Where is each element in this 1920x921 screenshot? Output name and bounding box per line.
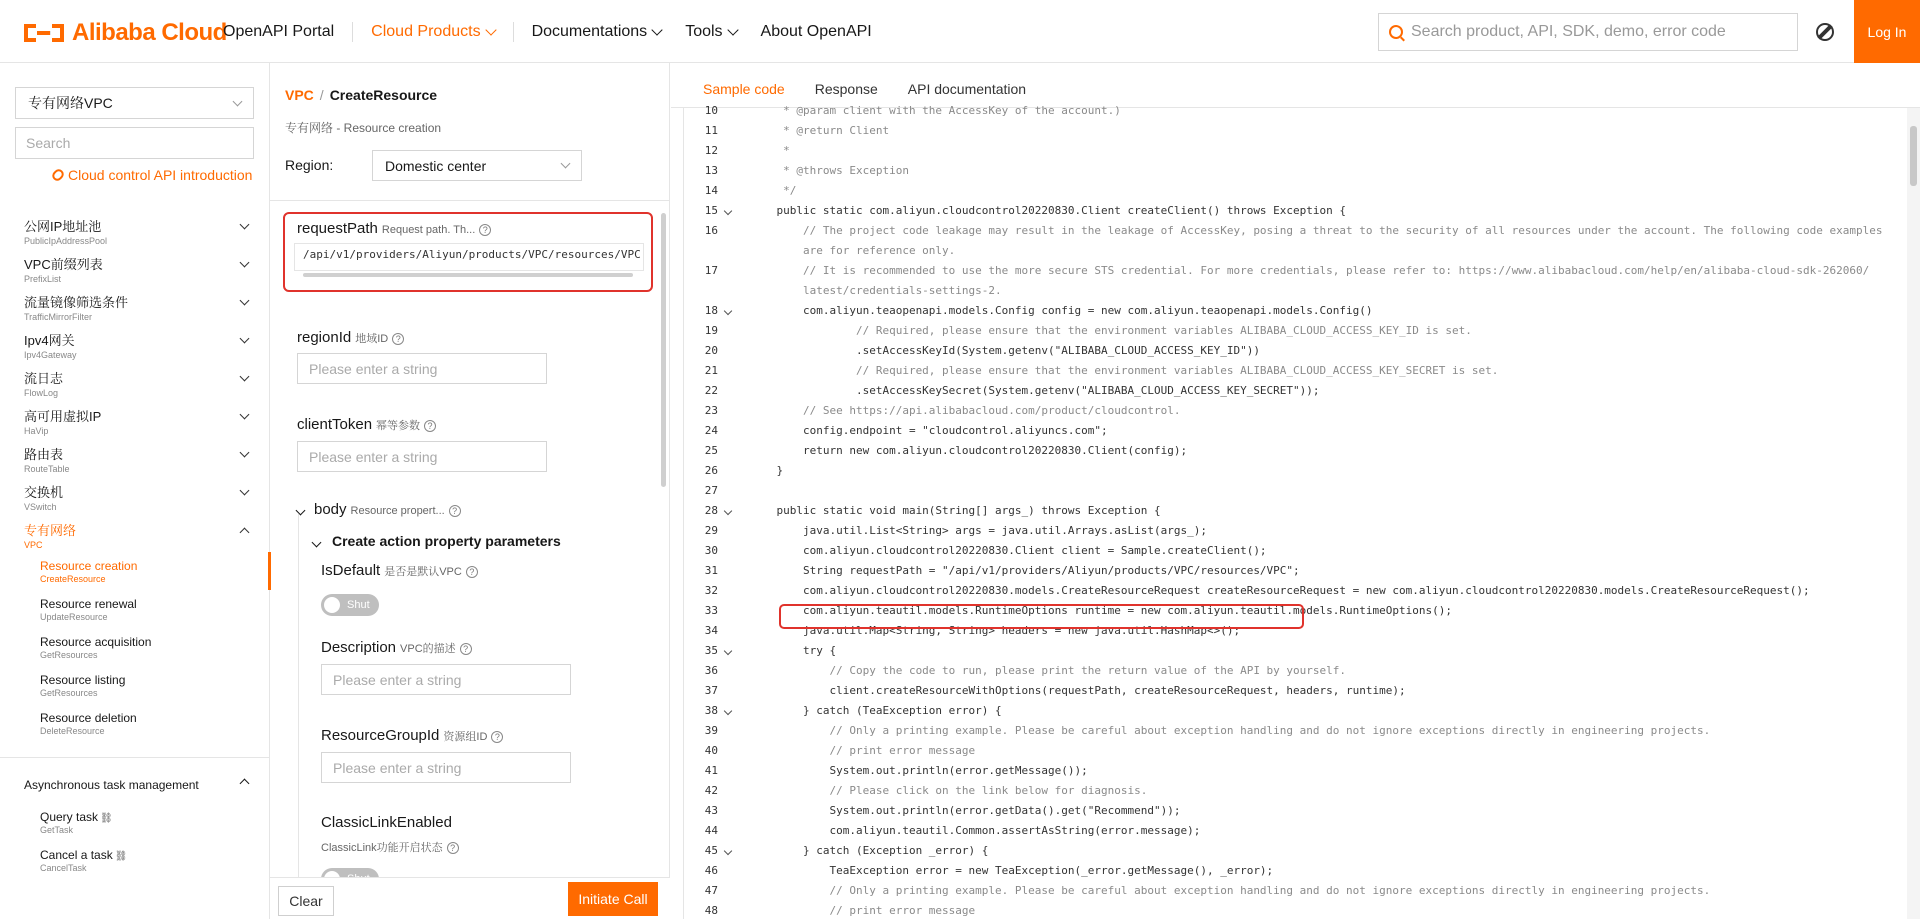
code-line bbox=[684, 521, 1908, 541]
code-line bbox=[684, 361, 1908, 381]
line-number: 37 bbox=[704, 684, 718, 697]
code-line bbox=[684, 481, 1908, 501]
chevron-down-icon bbox=[652, 24, 663, 35]
code-line bbox=[684, 561, 1908, 581]
parameter-form bbox=[270, 201, 670, 877]
line-number: 36 bbox=[704, 664, 718, 677]
line-number: 14 bbox=[704, 184, 718, 197]
external-link-icon: ⛓ bbox=[114, 851, 128, 862]
region-id-label: regionId 地域ID ? bbox=[297, 329, 404, 346]
line-number: 18 bbox=[704, 304, 718, 317]
code-line bbox=[684, 861, 1908, 881]
region-label: Region: bbox=[285, 157, 334, 173]
code-line bbox=[684, 881, 1908, 901]
form-scrollbar[interactable] bbox=[661, 213, 666, 487]
code-text: * @param client with the AccessKey of the account.) bbox=[750, 104, 1121, 117]
parameter-panel bbox=[270, 63, 670, 919]
description-label: Description VPC的描述 ? bbox=[321, 639, 472, 656]
line-number: 16 bbox=[704, 224, 718, 237]
code-text: * bbox=[750, 144, 790, 157]
nav-cloud-products[interactable]: Cloud Products bbox=[359, 23, 506, 41]
line-number: 40 bbox=[704, 744, 718, 757]
global-search bbox=[1378, 13, 1798, 51]
code-line bbox=[684, 701, 1908, 721]
client-token-input[interactable] bbox=[297, 441, 547, 472]
code-line bbox=[684, 141, 1908, 161]
line-number: 13 bbox=[704, 164, 718, 177]
line-number: 15 bbox=[704, 204, 718, 217]
api-item-get-resources[interactable]: Resource acquisition GetResources bbox=[40, 635, 152, 660]
code-line bbox=[684, 181, 1908, 201]
code-text: // Only a printing example. Please be careful about exception handling and do not ignore exceptions directly in engineering projects. bbox=[750, 724, 1711, 737]
code-line bbox=[684, 381, 1908, 401]
code-line bbox=[684, 901, 1908, 921]
api-item-list-resources[interactable]: Resource listing GetResources bbox=[40, 673, 126, 698]
code-line bbox=[684, 321, 1908, 341]
help-icon[interactable]: ? bbox=[460, 643, 472, 655]
help-icon[interactable]: ? bbox=[449, 505, 461, 517]
body-guide-line bbox=[298, 514, 299, 894]
category-vpc[interactable]: 专有网络 VPC bbox=[0, 517, 270, 555]
form-footer bbox=[270, 877, 670, 919]
line-number: 22 bbox=[704, 384, 718, 397]
theme-toggle-icon[interactable] bbox=[1816, 23, 1834, 41]
fold-chevron-icon[interactable] bbox=[724, 507, 732, 515]
line-number: 25 bbox=[704, 444, 718, 457]
code-text: client.createResourceWithOptions(requestPath, createResourceRequest, headers, runtime); bbox=[750, 684, 1406, 697]
code-text: String requestPath = "/api/v1/providers/Aliyun/products/VPC/resources/VPC"; bbox=[750, 564, 1300, 577]
line-number: 29 bbox=[704, 524, 718, 537]
help-icon[interactable]: ? bbox=[392, 333, 404, 345]
code-line bbox=[684, 841, 1908, 861]
code-text: System.out.println(error.getMessage()); bbox=[750, 764, 1088, 777]
code-line bbox=[684, 401, 1908, 421]
code-text: // print error message bbox=[750, 744, 976, 757]
line-number: 33 bbox=[704, 604, 718, 617]
login-button[interactable]: Log In bbox=[1854, 0, 1920, 63]
api-item-get-task[interactable]: Query task ⛓ GetTask bbox=[40, 810, 113, 835]
tab-api-documentation[interactable]: API documentation bbox=[907, 81, 1027, 97]
code-text: public static com.aliyun.cloudcontrol20220830.Client createClient() throws Exception { bbox=[750, 204, 1347, 217]
search-icon bbox=[1389, 25, 1403, 39]
line-number: 28 bbox=[704, 504, 718, 517]
help-icon[interactable]: ? bbox=[447, 842, 459, 854]
code-scrollbar-track[interactable] bbox=[1907, 108, 1920, 919]
line-number: 20 bbox=[704, 344, 718, 357]
line-number: 31 bbox=[704, 564, 718, 577]
line-number: 30 bbox=[704, 544, 718, 557]
code-text: // The project code leakage may result in the leakage of AccessKey, posing a threat to the security of all resources under the account. The following code examples bbox=[750, 224, 1883, 237]
chevron-down-icon bbox=[233, 96, 243, 106]
fold-chevron-icon[interactable] bbox=[724, 647, 732, 655]
code-line bbox=[684, 581, 1908, 601]
help-icon[interactable]: ? bbox=[466, 566, 478, 578]
main-nav bbox=[211, 0, 884, 63]
category-vswitch[interactable]: 交换机 VSwitch bbox=[0, 479, 270, 517]
category-route-table[interactable]: 路由表 RouteTable bbox=[0, 441, 270, 479]
chevron-down-icon bbox=[312, 538, 322, 548]
code-line bbox=[684, 761, 1908, 781]
help-icon[interactable]: ? bbox=[424, 420, 436, 432]
chevron-down-icon bbox=[561, 159, 571, 169]
code-line bbox=[684, 261, 1908, 281]
code-line bbox=[684, 341, 1908, 361]
code-text: try { bbox=[750, 644, 837, 657]
code-line bbox=[684, 801, 1908, 821]
category-public-ip-pool[interactable]: 公网IP地址池 PublicIpAddressPool bbox=[0, 213, 270, 251]
line-number: 43 bbox=[704, 804, 718, 817]
code-scrollbar-thumb[interactable] bbox=[1910, 126, 1917, 186]
help-icon[interactable]: ? bbox=[491, 731, 503, 743]
product-select[interactable] bbox=[15, 87, 254, 119]
breadcrumb-product[interactable]: VPC bbox=[285, 87, 314, 103]
code-text: } catch (TeaException error) { bbox=[750, 704, 1002, 717]
code-text: System.out.println(error.getData().get("Recommend")); bbox=[750, 804, 1181, 817]
region-id-input[interactable] bbox=[297, 353, 547, 384]
sidebar bbox=[0, 63, 270, 919]
fold-chevron-icon[interactable] bbox=[724, 707, 732, 715]
api-search-input[interactable] bbox=[15, 127, 254, 159]
nav-tools[interactable]: Tools bbox=[673, 23, 748, 41]
code-line bbox=[684, 741, 1908, 761]
code-text: // See https://api.alibabacloud.com/product/cloudcontrol. bbox=[750, 404, 1181, 417]
code-line bbox=[684, 541, 1908, 561]
code-line bbox=[684, 121, 1908, 141]
request-path-field[interactable]: /api/v1/providers/Aliyun/products/VPC/resources/VPC bbox=[294, 243, 644, 271]
code-text: java.util.List<String> args = java.util.Arrays.asList(args_); bbox=[750, 524, 1207, 537]
description-input[interactable] bbox=[321, 664, 571, 695]
code-text: are for reference only. bbox=[750, 244, 956, 257]
category-prefix-list[interactable]: VPC前缀列表 PrefixList bbox=[0, 251, 270, 289]
top-navigation-bar bbox=[0, 0, 1920, 63]
link-icon bbox=[50, 167, 66, 183]
line-number: 27 bbox=[704, 484, 718, 497]
line-number: 12 bbox=[704, 144, 718, 157]
line-number: 46 bbox=[704, 864, 718, 877]
code-text: } catch (Exception _error) { bbox=[750, 844, 989, 857]
tab-sample-code[interactable]: Sample code bbox=[703, 81, 785, 97]
line-number: 39 bbox=[704, 724, 718, 737]
tab-response[interactable]: Response bbox=[814, 81, 878, 97]
code-text: config.endpoint = "cloudcontrol.aliyuncs.com"; bbox=[750, 424, 1108, 437]
code-text: TeaException error = new TeaException(_error.getMessage(), _error); bbox=[750, 864, 1274, 877]
code-line bbox=[684, 641, 1908, 661]
chevron-down-icon bbox=[727, 24, 738, 35]
fold-chevron-icon[interactable] bbox=[724, 847, 732, 855]
code-text: latest/credentials-settings-2. bbox=[750, 284, 1002, 297]
code-line bbox=[684, 441, 1908, 461]
help-icon[interactable]: ? bbox=[479, 224, 491, 236]
product-select-value: 专有网络VPC bbox=[28, 95, 113, 111]
code-text: } bbox=[750, 464, 784, 477]
code-line bbox=[684, 421, 1908, 441]
line-number: 24 bbox=[704, 424, 718, 437]
sidebar-divider bbox=[0, 757, 270, 758]
is-default-toggle[interactable]: Shut bbox=[321, 594, 379, 616]
nav-divider bbox=[513, 22, 514, 42]
line-number: 45 bbox=[704, 844, 718, 857]
code-text: java.util.Map<String, String> headers = new java.util.HashMap<>(); bbox=[750, 624, 1241, 637]
region-select[interactable]: Domestic center bbox=[372, 150, 582, 181]
line-number: 35 bbox=[704, 644, 718, 657]
body-label[interactable]: body Resource propert... ? bbox=[297, 501, 461, 518]
chevron-down-icon bbox=[485, 24, 496, 35]
api-item-create-resource[interactable]: Resource creation CreateResource bbox=[0, 555, 270, 593]
nav-openapi-portal[interactable]: OpenAPI Portal bbox=[223, 22, 335, 40]
line-number: 47 bbox=[704, 884, 718, 897]
is-default-label: IsDefault 是否是默认VPC ? bbox=[321, 562, 478, 579]
code-text: com.aliyun.teaopenapi.models.Config config = new com.aliyun.teaopenapi.models.Config() bbox=[750, 304, 1373, 317]
external-link-icon: ⛓ bbox=[100, 813, 113, 824]
code-text: com.aliyun.cloudcontrol20220830.models.CreateResourceRequest createResourceRequest = new com.aliyun.cloudcontrol20220830.models.CreateResourceRequest(); bbox=[750, 584, 1810, 597]
category-ipv4-gateway[interactable]: Ipv4网关 Ipv4Gateway bbox=[0, 327, 270, 365]
request-path-code-highlight bbox=[779, 604, 1304, 629]
api-item-delete-resource[interactable]: Resource deletion DeleteResource bbox=[40, 711, 137, 736]
code-text: // Required, please ensure that the environment variables ALIBABA_CLOUD_ACCESS_KEY_SECRET is set. bbox=[750, 364, 1499, 377]
nav-divider bbox=[352, 22, 353, 42]
code-line bbox=[684, 201, 1908, 221]
code-lines bbox=[684, 101, 1908, 921]
api-item-cancel-task[interactable]: Cancel a task ⛓ CancelTask bbox=[40, 848, 128, 873]
breadcrumb: VPC / CreateResource bbox=[285, 87, 438, 103]
code-text: return new com.aliyun.cloudcontrol20220830.Client(config); bbox=[750, 444, 1188, 457]
breadcrumb-api: CreateResource bbox=[329, 87, 438, 103]
code-text: * @throws Exception bbox=[750, 164, 909, 177]
code-text: // print error message bbox=[750, 904, 976, 917]
initiate-call-button[interactable]: Initiate Call bbox=[568, 882, 658, 916]
code-line bbox=[684, 781, 1908, 801]
line-number: 32 bbox=[704, 584, 718, 597]
api-subtitle: 专有网络 - Resource creation bbox=[285, 121, 442, 135]
api-category-list bbox=[0, 213, 270, 882]
alibaba-cloud-logo[interactable] bbox=[24, 19, 227, 47]
cloud-control-intro-link[interactable]: Cloud control API introduction bbox=[52, 167, 252, 183]
code-text: // Copy the code to run, please print the return value of the API by yourself. bbox=[750, 664, 1347, 677]
line-number: 38 bbox=[704, 704, 718, 717]
code-line bbox=[684, 681, 1908, 701]
code-text: .setAccessKeyId(System.getenv("ALIBABA_CLOUD_ACCESS_KEY_ID")) bbox=[750, 344, 1260, 357]
code-line bbox=[684, 301, 1908, 321]
resource-group-id-input[interactable] bbox=[321, 752, 571, 783]
logo-icon bbox=[24, 22, 64, 44]
category-havip[interactable]: 高可用虚拟IP HaVip bbox=[0, 403, 270, 441]
fold-chevron-icon[interactable] bbox=[724, 307, 732, 315]
code-line bbox=[684, 821, 1908, 841]
line-number: 23 bbox=[704, 404, 718, 417]
code-text: * @return Client bbox=[750, 124, 890, 137]
code-text: */ bbox=[750, 184, 797, 197]
line-number: 11 bbox=[704, 124, 718, 137]
logo-text: Alibaba Cloud bbox=[72, 19, 227, 46]
global-search-input[interactable] bbox=[1411, 23, 1781, 41]
line-number: 48 bbox=[704, 904, 718, 917]
nav-documentations[interactable]: Documentations bbox=[520, 23, 674, 41]
code-text: // Only a printing example. Please be careful about exception handling and do not ignore exceptions directly in engineering projects. bbox=[750, 884, 1711, 897]
code-text: public static void main(String[] args_) throws Exception { bbox=[750, 504, 1161, 517]
request-path-label: requestPath Request path. Th... ? bbox=[297, 220, 491, 237]
code-text: // It is recommended to use the more secure STS credential. For more credentials, please refer to: https://www.alibabacloud.com/help/en/alibaba-cloud-sdk-262060/ bbox=[750, 264, 1870, 277]
category-async-task-management[interactable]: Asynchronous task management bbox=[0, 770, 270, 806]
line-number: 21 bbox=[704, 364, 718, 377]
code-text: com.aliyun.teautil.Common.assertAsString(error.message); bbox=[750, 824, 1201, 837]
line-number: 26 bbox=[704, 464, 718, 477]
code-line bbox=[684, 241, 1908, 261]
category-flow-log[interactable]: 流日志 FlowLog bbox=[0, 365, 270, 403]
code-line bbox=[684, 101, 1908, 121]
code-line bbox=[684, 501, 1908, 521]
line-number: 41 bbox=[704, 764, 718, 777]
code-text: .setAccessKeySecret(System.getenv("ALIBABA_CLOUD_ACCESS_KEY_SECRET")); bbox=[750, 384, 1320, 397]
line-number: 17 bbox=[704, 264, 718, 277]
code-line bbox=[684, 161, 1908, 181]
fold-chevron-icon[interactable] bbox=[724, 207, 732, 215]
clear-button[interactable]: Clear bbox=[278, 886, 334, 916]
client-token-label: clientToken 幂等参数 ? bbox=[297, 416, 436, 433]
classic-link-desc: ClassicLink功能开启状态 ? bbox=[321, 839, 459, 855]
classic-link-label: ClassicLinkEnabled bbox=[321, 814, 452, 831]
property-group-header[interactable]: Create action property parameters bbox=[313, 533, 561, 549]
code-line bbox=[684, 221, 1908, 241]
code-text: // Required, please ensure that the environment variables ALIBABA_CLOUD_ACCESS_KEY_ID is set. bbox=[750, 324, 1472, 337]
code-line bbox=[684, 461, 1908, 481]
request-path-scrollbar[interactable] bbox=[303, 273, 633, 277]
nav-about-openapi[interactable]: About OpenAPI bbox=[760, 22, 872, 40]
line-number: 34 bbox=[704, 624, 718, 637]
code-text: com.aliyun.teautil.models.RuntimeOptions runtime = new com.aliyun.teautil.models.RuntimeOptions(); bbox=[750, 604, 1452, 617]
code-editor bbox=[683, 104, 1907, 919]
code-text: // Please click on the link below for diagnosis. bbox=[750, 784, 1148, 797]
code-line bbox=[684, 661, 1908, 681]
category-traffic-mirror-filter[interactable]: 流量镜像筛选条件 TrafficMirrorFilter bbox=[0, 289, 270, 327]
code-panel bbox=[671, 63, 1920, 919]
line-number: 42 bbox=[704, 784, 718, 797]
code-text: com.aliyun.cloudcontrol20220830.Client client = Sample.createClient(); bbox=[750, 544, 1267, 557]
api-item-update-resource[interactable]: Resource renewal UpdateResource bbox=[40, 597, 137, 622]
line-number: 19 bbox=[704, 324, 718, 337]
code-line bbox=[684, 281, 1908, 301]
line-number: 44 bbox=[704, 824, 718, 837]
chevron-up-icon bbox=[240, 779, 250, 789]
line-number: 10 bbox=[704, 104, 718, 117]
code-line bbox=[684, 721, 1908, 741]
resource-group-id-label: ResourceGroupId 资源组ID ? bbox=[321, 727, 503, 744]
